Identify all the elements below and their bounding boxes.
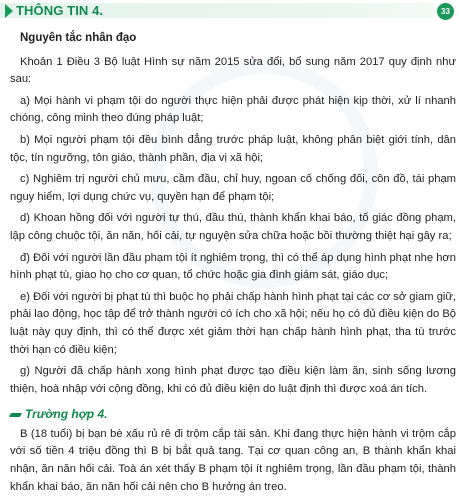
principle-item-g: g) Người đã chấp hành xong hình phạt được tạo điều kiện làm ăn, sinh sống lương thiện, hoà nhập với cộng đồng, khi có đủ điều kiện do luật định thì được xoá án tích. bbox=[10, 365, 456, 395]
case-text: B (18 tuổi) bị bạn bè xấu rủ rê đi trộm cắp tài sản. Khi đang thực hiện hành vi trộm cắp với số tiền 4 triệu đồng thì B bị bắt quả tang. Tại cơ quan công an, B thành khẩn khai nhận, ăn năn hối cải. Toà án xét thấy B phạm tội ít nghiêm trọng, lần đầu phạm tội, thành khẩn khai báo, ăn năn hối cải nên cho B hưởng án treo. bbox=[10, 427, 456, 493]
case-heading bbox=[10, 406, 456, 424]
principle-item-dd: đ) Đối với người lần đầu phạm tội ít nghiêm trọng, thì có thể áp dụng hình phạt nhẹ hơn hình phạt tù, giao họ cho cơ quan, tổ chức hoặc gia đình giám sát, giáo dục; bbox=[10, 251, 456, 282]
section-title: THÔNG TIN 4. bbox=[16, 3, 104, 18]
principle-item-e: e) Đối với người bị phạt tù thì buộc họ phải chấp hành hình phạt tại các cơ sở giam giữ, phải lao động, học tập để trở thành người có ích cho xã hội; nếu họ có đủ điều kiện do Bộ luật này quy định, thì có thể được xét giảm thời hạn chấp hành hình phạt, tha tù trước thời hạn có điều kiện; bbox=[10, 290, 456, 356]
principle-heading: Nguyên tắc nhân đạo bbox=[20, 32, 137, 44]
case-heading-text: Trường hợp 4. bbox=[25, 407, 108, 422]
document-body bbox=[10, 30, 456, 500]
section-header bbox=[0, 0, 459, 24]
arrow-right-icon bbox=[5, 4, 13, 18]
principle-item-d: d) Khoan hồng đối với người tự thú, đầu thú, thành khẩn khai báo, tố giác đồng phạm, lập công chuộc tội, ăn năn, hối cải, tự nguyện sửa chữa hoặc bồi thường thiệt hại gây ra; bbox=[10, 212, 456, 242]
pen-icon bbox=[9, 413, 22, 417]
principle-item-a: a) Mọi hành vi phạm tội do người thực hiện phải được phát hiện kịp thời, xử lí nhanh chóng, công minh theo đúng pháp luật; bbox=[10, 94, 456, 125]
principle-item-b: b) Mọi người phạm tội đều bình đẳng trước pháp luật, không phân biệt giới tính, dân tộc, tín ngưỡng, tôn giáo, thành phần, địa vị xã hội; bbox=[10, 133, 456, 164]
principle-item-c: c) Nghiêm trị người chủ mưu, cầm đầu, chỉ huy, ngoan cố chống đối, côn đồ, tái phạm nguy hiểm, lợi dụng chức vụ, quyền hạn để phạm tội; bbox=[10, 173, 456, 203]
principle-intro: Khoản 1 Điều 3 Bộ luật Hình sự năm 2015 sửa đổi, bổ sung năm 2017 quy định như sau: bbox=[10, 55, 456, 86]
page-number-badge: 33 bbox=[437, 3, 454, 20]
